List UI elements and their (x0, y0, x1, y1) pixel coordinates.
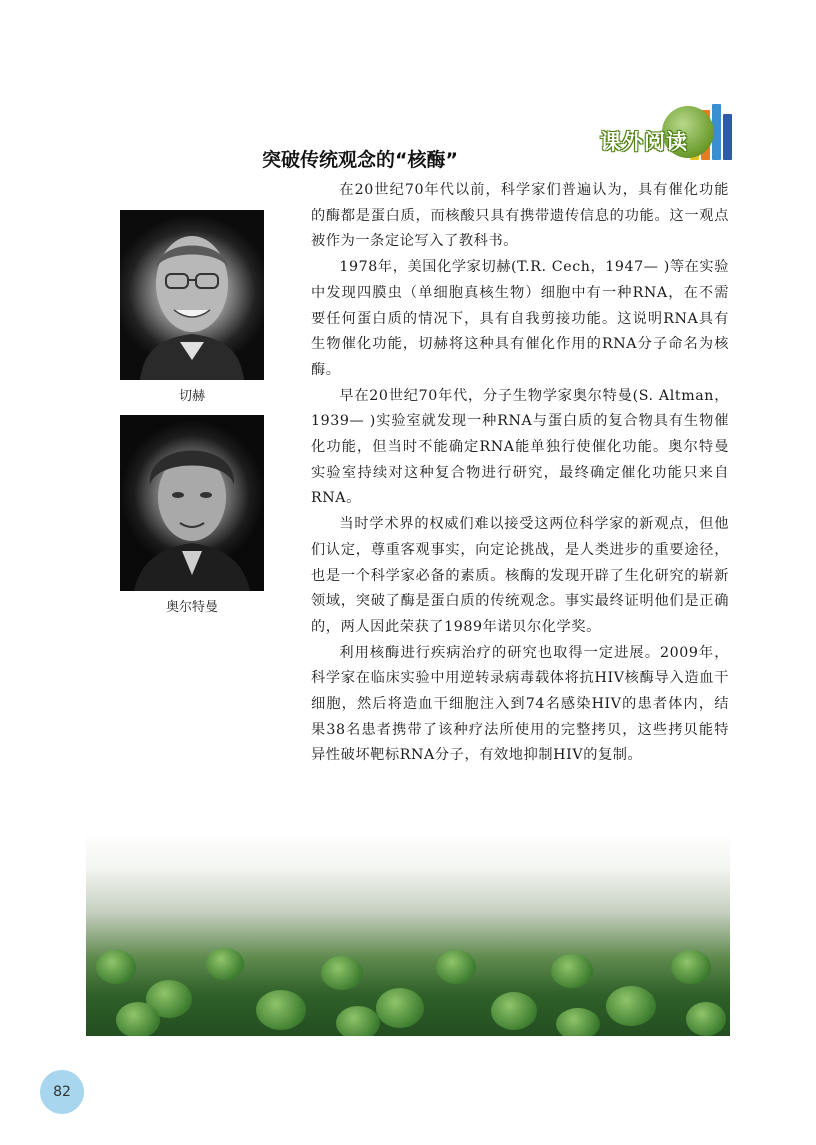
paragraph-4: 当时学术界的权威们难以接受这两位科学家的新观点，但他们认定，尊重客观事实，向定论挑战，是人类进步的重要途径，也是一个科学家必备的素质。核酶的发现开辟了生化研究的崭新领域，突破了酶是蛋白质的传统观念。事实最终证明他们是正确的，两人因此荣获了1989年诺贝尔化学奖。 (311, 516, 729, 635)
paragraph-5: 利用核酶进行疾病治疗的研究也取得一定进展。2009年，科学家在临床实验中用逆转录病毒载体将抗HIV核酶导入造血干细胞，然后将造血干细胞注入到74名感染HIV的患者体内，结果38名患者携带了该种疗法所使用的完整拷贝，这些拷贝能特异性破坏靶标RNA分子，有效地抑制HIV的复制。 (311, 644, 729, 764)
paragraph-1: 在20世纪70年代以前，科学家们普遍认为，具有催化功能的酶都是蛋白质，而核酸只具有携带遗传信息的功能。这一观点被作为一条定论写入了教科书。 (311, 182, 729, 250)
paragraph-3: 早在20世纪70年代，分子生物学家奥尔特曼(S. Altman，1939— )实验室就发现一种RNA与蛋白质的复合物具有生物催化功能，但当时不能确定RNA能单独行使催化功能。奥尔特曼实验室持续对这种复合物进行研究，最终确定催化功能只来自RNA。 (311, 387, 729, 507)
paragraph-2: 1978年，美国化学家切赫(T.R. Cech，1947— )等在实验中发现四膜虫（单细胞真核生物）细胞中有一种RNA，在不需要任何蛋白质的情况下，具有自我剪接功能。这说明RNA具有生物催化功能，切赫将这种具有催化作用的RNA分子命名为核酶。 (311, 259, 729, 378)
article-body (311, 178, 729, 769)
clover-banner-image (86, 830, 730, 1036)
badge-label: 课外阅读 (600, 130, 688, 154)
reading-section-badge (600, 102, 732, 164)
page-number: 82 (40, 1070, 84, 1114)
portrait-altman (120, 415, 264, 591)
caption-cech: 切赫 (178, 389, 205, 404)
article-title: 突破传统观念的“核酶” (262, 149, 458, 171)
caption-altman: 奥尔特曼 (165, 600, 218, 615)
portrait-cech (120, 210, 264, 380)
